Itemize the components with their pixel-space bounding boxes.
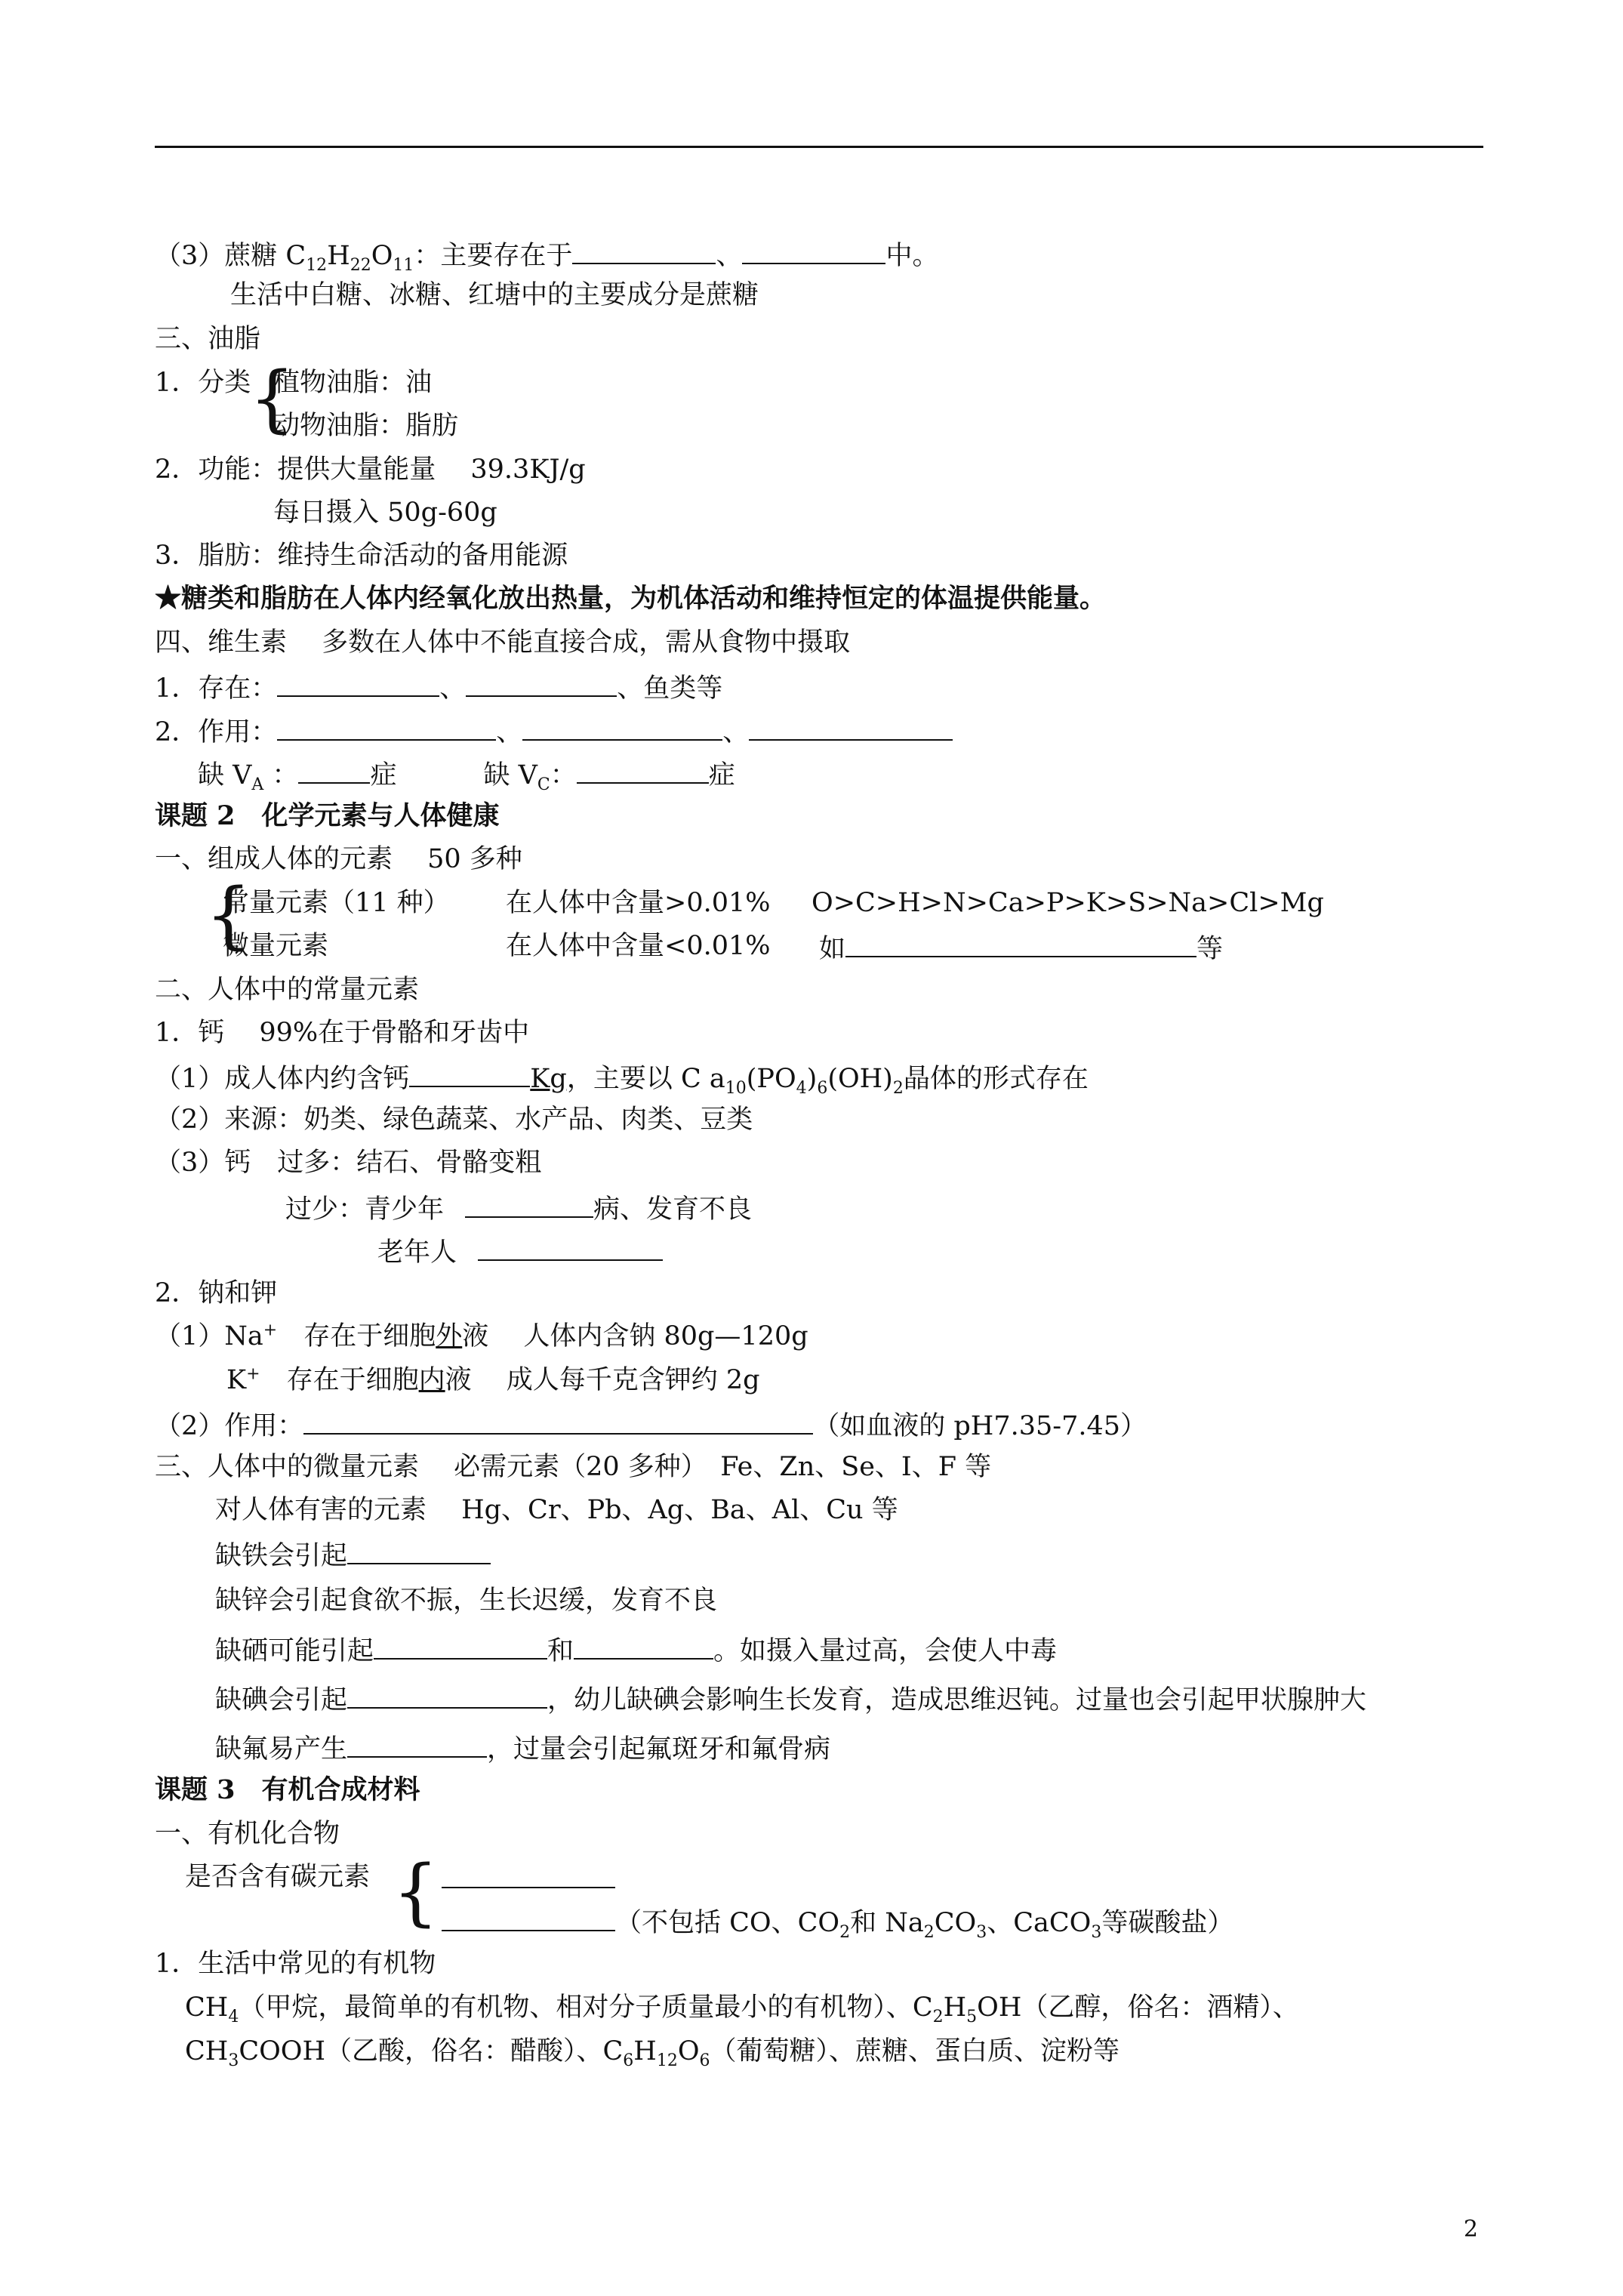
sodium-potassium-function	[155, 1406, 1147, 1444]
text-line: 生活中白糖、冰糖、红塘中的主要成分是蔗糖	[230, 280, 759, 310]
text: 缺碘会引起	[215, 1685, 348, 1715]
text: 缺铁会引起	[215, 1541, 348, 1571]
text-line: 1．生活中常见的有机物	[155, 1949, 436, 1979]
text: （1）成人体内约含钙	[155, 1064, 410, 1094]
sub: 6	[817, 1079, 828, 1098]
fill-blank[interactable]	[347, 1729, 487, 1758]
text: COOH（乙酸，俗名：醋酸）、C	[239, 2036, 624, 2066]
sub: 2	[923, 1923, 935, 1942]
sup: +	[263, 1321, 278, 1340]
text: 症	[370, 760, 397, 791]
text: 外	[436, 1321, 463, 1351]
sub: 5	[966, 2008, 978, 2026]
text: （2）作用：	[155, 1411, 304, 1441]
fill-blank[interactable]	[845, 929, 1196, 957]
text: 过少：青少年	[285, 1194, 445, 1225]
text: ，主要以 C a	[566, 1064, 725, 1094]
calcium-amount	[155, 1059, 1089, 1096]
sub: 4	[228, 2008, 239, 2026]
text: 症	[708, 760, 735, 791]
text: 微量元素	[223, 931, 329, 961]
trace-element-example	[819, 929, 1223, 966]
vitamin-function	[155, 712, 953, 750]
sub: C	[537, 775, 550, 794]
text-line: 动物油脂：脂肪	[273, 411, 459, 441]
text: CO	[934, 1908, 977, 1938]
sub: 11	[393, 256, 414, 275]
sub: 22	[350, 256, 371, 275]
text: （不包括 CO、CO	[615, 1908, 840, 1938]
elderly-line	[377, 1232, 663, 1270]
fill-blank[interactable]	[374, 1631, 547, 1660]
lesson-title: 课题 2 化学元素与人体健康	[155, 800, 500, 831]
text-line: 是否含有碳元素	[185, 1862, 371, 1892]
sub: A	[251, 775, 264, 794]
text: 、	[439, 673, 467, 704]
text: 在人体中含量<0.01%	[506, 931, 771, 961]
text-line: 2．功能：提供大量能量 39.3KJ/g	[155, 455, 586, 485]
text-line: 每日摄入 50g-60g	[273, 498, 497, 528]
text: Kg	[530, 1064, 567, 1094]
sub: 4	[796, 1079, 807, 1098]
vitamin-deficiency	[198, 755, 735, 793]
text-line: （2）来源：奶类、绿色蔬菜、水产品、肉类、豆类	[155, 1105, 753, 1135]
calcium-deficiency	[285, 1189, 752, 1227]
text: 1．分类	[155, 368, 251, 398]
text-line: 1．钙 99%在于骨骼和牙齿中	[155, 1018, 530, 1048]
fill-blank[interactable]	[277, 712, 496, 741]
text: 晶体的形式存在	[903, 1064, 1089, 1094]
sub: 2	[839, 1923, 851, 1942]
fill-blank[interactable]	[409, 1059, 530, 1087]
text: H	[327, 241, 350, 271]
sub: 2	[932, 2008, 944, 2026]
text-line: 3．脂肪：维持生命活动的备用能源	[155, 541, 568, 571]
text: 、CaCO	[987, 1908, 1092, 1938]
fill-blank[interactable]	[347, 1680, 547, 1709]
text: ，幼儿缺碘会影响生长发育，造成思维迟钝。过量也会引起甲状腺肿大	[547, 1685, 1367, 1715]
text: (PO	[746, 1064, 796, 1094]
text-line: 2．钠和钾	[155, 1278, 278, 1308]
brace-icon: {	[393, 1850, 439, 1934]
fill-blank[interactable]	[577, 755, 709, 784]
text: 如	[819, 934, 846, 964]
sub: 3	[228, 2051, 239, 2070]
text: 存在于细胞	[277, 1321, 436, 1351]
text: 等碳酸盐）	[1101, 1908, 1234, 1938]
fill-blank[interactable]	[742, 236, 885, 264]
text: 在人体中含量>0.01%	[506, 888, 771, 918]
organic-examples-2	[185, 2034, 1119, 2069]
text: 。如摄入量过高，会使人中毒	[713, 1636, 1058, 1666]
fill-blank[interactable]	[478, 1232, 663, 1261]
inorganic-line	[442, 1903, 1233, 1940]
sub: 6	[623, 2051, 634, 2070]
sucrose-line	[155, 236, 938, 273]
fill-blank[interactable]	[298, 755, 370, 784]
text: 病、发育不良	[593, 1194, 753, 1225]
text-line: 缺锌会引起食欲不振，生长迟缓，发育不良	[215, 1586, 718, 1616]
text: 2．作用：	[155, 717, 278, 747]
text: ，过量会引起氟斑牙和氟骨病	[487, 1734, 831, 1764]
text: O	[677, 2036, 700, 2066]
sub: 10	[725, 1079, 747, 1098]
text-line: 对人体有害的元素 Hg、Cr、Pb、Ag、Ba、Al、Cu 等	[215, 1495, 898, 1525]
text: 、	[496, 717, 523, 747]
text: 液 人体内含钠 80g—120g	[462, 1321, 808, 1351]
text: 内	[418, 1365, 445, 1395]
text: （3）蔗糖 C	[155, 241, 306, 271]
text: （如血液的 pH7.35-7.45）	[813, 1411, 1147, 1441]
organic-blank	[442, 1860, 615, 1897]
text: 液 成人每千克含钾约 2g	[445, 1365, 760, 1395]
text: ：	[263, 760, 299, 791]
fill-blank[interactable]	[303, 1406, 813, 1435]
text: ：	[550, 760, 577, 791]
fat-classification	[155, 365, 251, 400]
text: 缺氟易产生	[215, 1734, 348, 1764]
text: 、	[722, 717, 750, 747]
fill-blank[interactable]	[465, 1189, 593, 1218]
text: （甲烷，最简单的有机物、相对分子质量最小的有机物）、C	[239, 1992, 933, 2023]
section-heading: 三、油脂	[155, 324, 261, 354]
text: H	[943, 1992, 967, 2023]
organic-examples-1	[185, 1990, 1299, 2025]
text: 常量元素（11 种）	[223, 888, 450, 918]
text: O	[371, 241, 393, 271]
iron-deficiency	[215, 1536, 491, 1573]
fill-blank[interactable]	[442, 1903, 615, 1931]
text: 缺硒可能引起	[215, 1636, 374, 1666]
fill-blank[interactable]	[466, 668, 617, 697]
fill-blank[interactable]	[442, 1860, 615, 1888]
sup: +	[246, 1364, 260, 1384]
text-line: （3）钙 过多：结石、骨骼变粗	[155, 1148, 542, 1178]
sub: 3	[976, 1923, 987, 1942]
sub: 12	[656, 2051, 678, 2070]
fill-blank[interactable]	[347, 1536, 491, 1564]
text: O>C>H>N>Ca>P>K>S>Na>Cl>Mg	[812, 888, 1324, 918]
text: （1）Na	[155, 1321, 263, 1351]
section-heading: 四、维生素 多数在人体中不能直接合成，需从食物中摄取	[155, 627, 851, 658]
text: CH	[185, 2036, 229, 2066]
text: OH（乙醇，俗名：酒精）、	[977, 1992, 1299, 2023]
sub: 6	[699, 2051, 710, 2070]
fill-blank[interactable]	[572, 236, 716, 264]
selenium-deficiency	[215, 1631, 1057, 1669]
text: ：主要存在于	[414, 241, 573, 271]
section-heading: 三、人体中的微量元素 必需元素（20 多种） Fe、Zn、Se、I、F 等	[155, 1452, 992, 1482]
section-heading: 一、组成人体的元素 50 多种	[155, 844, 522, 874]
text: 1．存在：	[155, 673, 278, 704]
text: 老年人	[377, 1237, 457, 1268]
text: 、	[716, 241, 743, 271]
lesson-title: 课题 3 有机合成材料	[155, 1774, 420, 1805]
text-line: 植物油脂：油	[273, 368, 433, 398]
text: H	[633, 2036, 657, 2066]
fill-blank[interactable]	[277, 668, 439, 697]
sodium-line	[155, 1319, 808, 1354]
potassium-line	[226, 1363, 760, 1398]
text: 中。	[885, 241, 939, 271]
sub: 12	[306, 256, 328, 275]
fill-blank[interactable]	[574, 1631, 713, 1660]
sub: 3	[1091, 1923, 1102, 1942]
text: 和 Na	[850, 1908, 924, 1938]
iodine-deficiency	[215, 1680, 1366, 1718]
text: （葡萄糖）、蔗糖、蛋白质、淀粉等	[710, 2036, 1120, 2066]
brace-icon: {	[249, 356, 296, 441]
fill-blank[interactable]	[749, 712, 953, 741]
brace-icon: {	[205, 873, 252, 957]
vitamin-source	[155, 668, 722, 706]
header-rule	[155, 146, 1483, 148]
page-number: 2	[1463, 2216, 1478, 2242]
section-heading: 一、有机化合物	[155, 1819, 340, 1849]
fill-blank[interactable]	[522, 712, 722, 741]
fluorine-deficiency	[215, 1729, 830, 1767]
text: 缺 V	[198, 760, 252, 791]
text: 、鱼类等	[617, 673, 723, 704]
text: )	[806, 1064, 818, 1094]
text: 缺 V	[483, 760, 537, 791]
text: 和	[547, 1636, 574, 1666]
section-heading: 二、人体中的常量元素	[155, 975, 420, 1005]
text: K	[226, 1365, 247, 1395]
text: 等	[1196, 934, 1224, 964]
text: 存在于细胞	[260, 1365, 419, 1395]
text: CH	[185, 1992, 229, 2023]
key-point: ★糖类和脂肪在人体内经氧化放出热量，为机体活动和维持恒定的体温提供能量。	[155, 583, 1107, 614]
text: (OH)	[827, 1064, 893, 1094]
sub: 2	[892, 1079, 904, 1098]
